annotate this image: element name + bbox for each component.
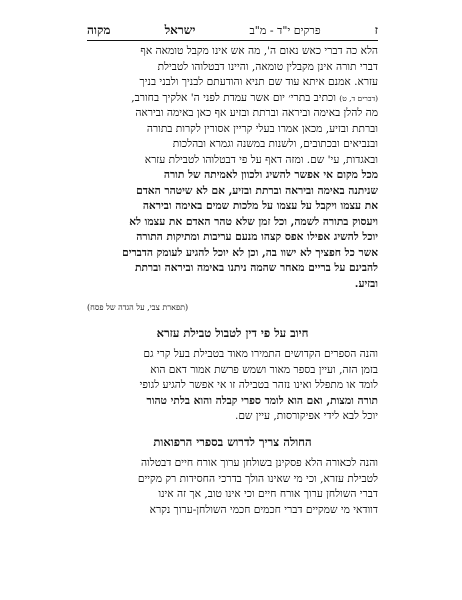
text-line: דוודאי מי שמקיים דברי חכמים חכמי השולחן-ערוך נקרא <box>149 503 378 516</box>
text-line: והנה לכאורה הלא פסקינן בשולחן ערוך אורח חיים דבטלוה <box>140 457 378 469</box>
text-line-bold: מכל מקום אי אפשר להשיג ולכוון לאמיתה של תורה <box>163 169 378 181</box>
text-line-bold: ובזיע. <box>354 277 378 290</box>
source-note: (תפארת צבי, על הגדה של פסח) <box>87 303 189 312</box>
section-heading-2: החולה צריך לדרוש בספרי הרפואות <box>153 434 312 449</box>
verse-reference: (דברים ד, ט) <box>339 93 378 103</box>
text-line: בזמן הזה, ועיין בספר מאור ושמש פרשת אמור דאם הוא <box>150 363 378 376</box>
text-line: עזרא. אמנם איתא עוד שם תניא והודעתם לבניך ולבני בניך <box>139 76 378 88</box>
text-line-bold: את עצמו ויקבל על עצמו על מלכות שמים באימה וביראה <box>142 200 378 212</box>
text-line: לומד או מתפלל ואינו נזהר בטבילה זו אי אפשר להגיע לגופי <box>139 379 378 391</box>
text-line-bold: יוכל להשיג אפילו אפס קצהו מנעם עריבות ומתיקות התורה <box>136 231 378 243</box>
text-line: וכתיב בתרי׳ יום אשר עמדת לפני ה' אלקיך בחורב, <box>131 91 336 104</box>
text-line: והנה הספרים הקדושים התמירו מאוד בטבילת בעל קרי גם <box>143 348 378 360</box>
paragraph-1 <box>87 44 378 292</box>
header-page-number: ז <box>374 22 378 37</box>
text-line: דברי תורה אינן מקבלין טומאה, והיינו דבטלוהו לטבילת <box>157 60 378 73</box>
section-heading-1: חיוב על פי דין לטבול טבילת עזרא <box>156 325 309 340</box>
text-line: ובאגדות, עי' שם. ומזה דאף על פי דבטלוהו לטבילת עזרא <box>144 153 378 166</box>
text-line-bold: ויעסוק בתורה לשמה, וכל זמן שלא טהר האדם את עצמו לא <box>129 215 378 228</box>
text-line: וברתת ובזיע, מכאן אמרו בעלי קריין אסורין לקרות בתורה <box>146 122 378 135</box>
text-line-bold: שניתנה באימה וביראה וברתת ובזיע, אם לא שיטהר האדם <box>136 184 378 197</box>
text-line: הלא כה דברי כאש נאום ה', מה אש אינו מקבל טומאה אף <box>140 45 378 57</box>
paragraph-2 <box>87 347 378 425</box>
paragraph-3 <box>87 456 378 518</box>
text-line: לטבילת עזרא, וכי מי שאינו הולך בדרכי החסידות רק מקיים <box>137 472 378 485</box>
text-line: יוכל לבא לידי אפיקורסות, עיין שם. <box>234 410 378 422</box>
text-line-bold: להבינם על בריים מאחר שהמה ניתנו באימה וביראה וברתת <box>135 262 378 274</box>
text-line-bold: תורה ומצות, ואם הוא לומד ספרי קבלה והוא בלתי טהור <box>146 394 378 407</box>
text-line: מה להלן באימה וביראה וברתת ובזיע אף כאן באימה וביראה <box>135 107 378 119</box>
header-title: ישראל <box>164 22 196 37</box>
text-line: ובנביאים ובכתובים, ולשנות במשנה וגמרא ובהלכות <box>172 138 378 150</box>
header-book: מקוה <box>87 22 111 37</box>
text-line: דברי השולחן ערוך אורח חיים וכי אינו טוב, אך זה אינו <box>158 488 378 500</box>
text-line-bold: אשר כל חפציך לא ישוו בה, וכן לא יוכל להגיע לעומק הדברים <box>122 246 378 259</box>
header-section: פרקים י"ד - מ"ב <box>249 23 321 37</box>
page-header <box>87 20 378 41</box>
page-content <box>87 44 378 518</box>
text-line-with-ref <box>87 91 378 107</box>
